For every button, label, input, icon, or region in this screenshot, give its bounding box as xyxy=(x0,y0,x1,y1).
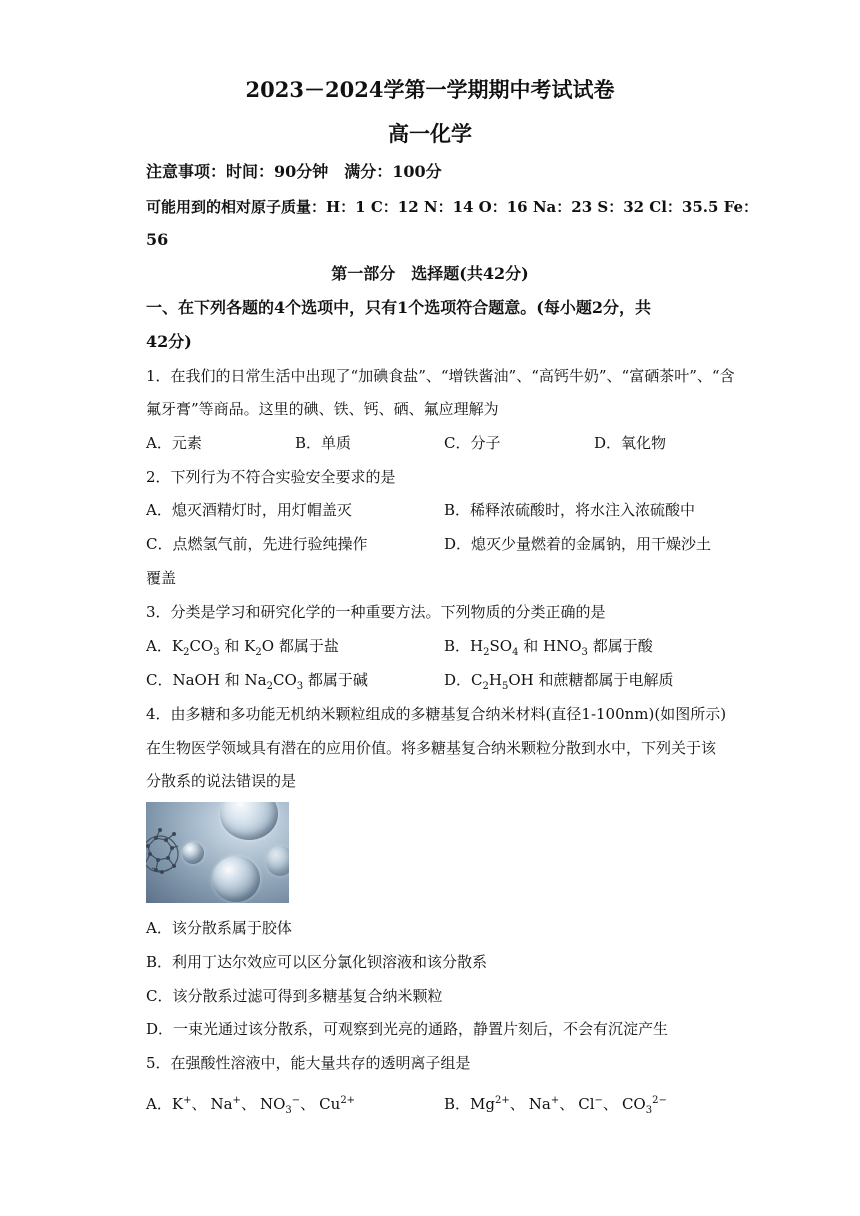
formula-k2co3: $K_2CO_3$ xyxy=(171,637,220,658)
ion-cu2-plus: $Cu^{2+}$ xyxy=(319,1095,356,1113)
nanoparticle-figure xyxy=(146,802,289,903)
q3-stem: 3．分类是学习和研究化学的一种重要方法。下列物质的分类正确的是 xyxy=(146,603,606,621)
formula-hno3: $HNO_3$ xyxy=(543,637,588,658)
q4-option-a: A．该分散系属于胶体 xyxy=(146,919,292,937)
bubble-small xyxy=(182,842,204,864)
q1-option-c: C．分子 xyxy=(444,434,501,452)
q5-option-a xyxy=(146,1094,359,1114)
q1-stem-line1: 1．在我们的日常生活中出现了“加碘食盐”、“增铁酱油”、“高钙牛奶”、“富硒茶叶”、“含 xyxy=(146,367,735,385)
q2-option-c: C．点燃氢气前，先进行验纯操作 xyxy=(146,535,368,553)
ion-na-plus: Na+、 xyxy=(210,1095,256,1113)
bubble-edge xyxy=(266,846,289,876)
ion-mg2-plus: $Mg^{2+}$、 xyxy=(470,1095,525,1113)
q5-stem: 5．在强酸性溶液中，能大量共存的透明离子组是 xyxy=(146,1054,471,1072)
q5-option-b xyxy=(444,1094,671,1114)
q4-stem-line3: 分散系的说法错误的是 xyxy=(146,772,297,790)
q3-option-a xyxy=(146,636,339,656)
formula-h2so4: $H_2SO_4$ xyxy=(470,637,519,658)
q3-option-d xyxy=(444,670,674,690)
q2-option-d-continued: 覆盖 xyxy=(146,569,177,587)
part1-instruction-line1: 一、在下列各题的4个选项中，只有1个选项符合题意。(每小题2分，共 xyxy=(146,298,651,317)
part1-instruction-line2: 42分) xyxy=(146,332,192,351)
formula-na2co3: $Na_2CO_3$ xyxy=(244,671,304,692)
ion-carbonate: $CO_3^{2-}$ xyxy=(621,1095,667,1116)
q3-option-a-label: A． xyxy=(146,637,172,655)
ion-cl-minus: Cl−、 xyxy=(578,1095,618,1113)
q3-option-b-tail: 都属于酸 xyxy=(592,637,653,655)
q2-option-a: A．熄灭酒精灯时，用灯帽盖灭 xyxy=(146,501,352,519)
q2-stem: 2．下列行为不符合实验安全要求的是 xyxy=(146,468,396,486)
atomic-masses-line2: 56 xyxy=(146,230,169,249)
q3-he-a: 和 xyxy=(224,637,240,655)
q5-option-a-label: A． xyxy=(146,1095,172,1113)
q2-option-d: D．熄灭少量燃着的金属钠，用干燥沙土 xyxy=(444,535,712,553)
q4-stem-line1: 4．由多糖和多功能无机纳米颗粒组成的多糖基复合纳米材料(直径1-100nm)(如图所示) xyxy=(146,705,727,723)
q3-option-a-tail: 都属于盐 xyxy=(278,637,339,655)
atomic-masses-line1: 可能用到的相对原子质量：H：1 C：12 N：14 O：16 Na：23 S：32 Cl：35.5 Fe： xyxy=(146,198,759,216)
q5-option-b-label: B． xyxy=(444,1095,471,1113)
q3-option-b-label: B． xyxy=(444,637,471,655)
q4-option-c: C．该分散系过滤可得到多糖基复合纳米颗粒 xyxy=(146,987,443,1005)
q3-option-d-tail: 和蔗糖都属于电解质 xyxy=(538,671,674,689)
q4-option-b: B．利用丁达尔效应可以区分氯化钡溶液和该分散系 xyxy=(146,953,488,971)
q1-option-a: A．元素 xyxy=(146,434,202,452)
q3-option-c xyxy=(146,670,368,690)
q1-stem-line2: 氟牙膏”等商品。这里的碘、铁、钙、硒、氟应理解为 xyxy=(146,400,499,418)
q3-option-c-label: C． xyxy=(146,671,173,689)
exam-notes: 注意事项：时间：90分钟 满分：100分 xyxy=(146,162,442,181)
bubble-large xyxy=(220,802,278,840)
q4-stem-line2: 在生物医学领域具有潜在的应用价值。将多糖基复合纳米颗粒分散到水中，下列关于该 xyxy=(146,739,717,757)
formula-k2o: $K_2O$ xyxy=(244,637,275,658)
q4-option-d: D．一束光通过该分散系，可观察到光亮的通路，静置片刻后，不会有沉淀产生 xyxy=(146,1020,669,1038)
bubble-medium xyxy=(212,856,260,902)
q2-option-b: B．稀释浓硫酸时，将水注入浓硫酸中 xyxy=(444,501,696,519)
q3-option-b xyxy=(444,636,653,656)
q3-he-b: 和 xyxy=(523,637,539,655)
q3-option-d-label: D． xyxy=(444,671,472,689)
exam-subject: 高一化学 xyxy=(388,121,472,146)
ion-nitrate: $NO_3^-$、 xyxy=(259,1095,316,1116)
ion-na-plus-b: Na+、 xyxy=(528,1095,575,1113)
formula-c2h5oh: $C_2H_5OH$ xyxy=(471,671,534,692)
ion-k-plus: K+、 xyxy=(171,1095,207,1113)
formula-naoh: NaOH xyxy=(172,671,220,689)
q3-he-c: 和 xyxy=(224,671,240,689)
q1-option-d: D．氧化物 xyxy=(594,434,667,452)
part1-heading: 第一部分 选择题(共42分) xyxy=(331,264,529,283)
exam-title: 2023－2024学第一学期期中考试试卷 xyxy=(245,77,615,102)
q3-option-c-tail: 都属于碱 xyxy=(307,671,368,689)
q1-option-b: B．单质 xyxy=(295,434,352,452)
